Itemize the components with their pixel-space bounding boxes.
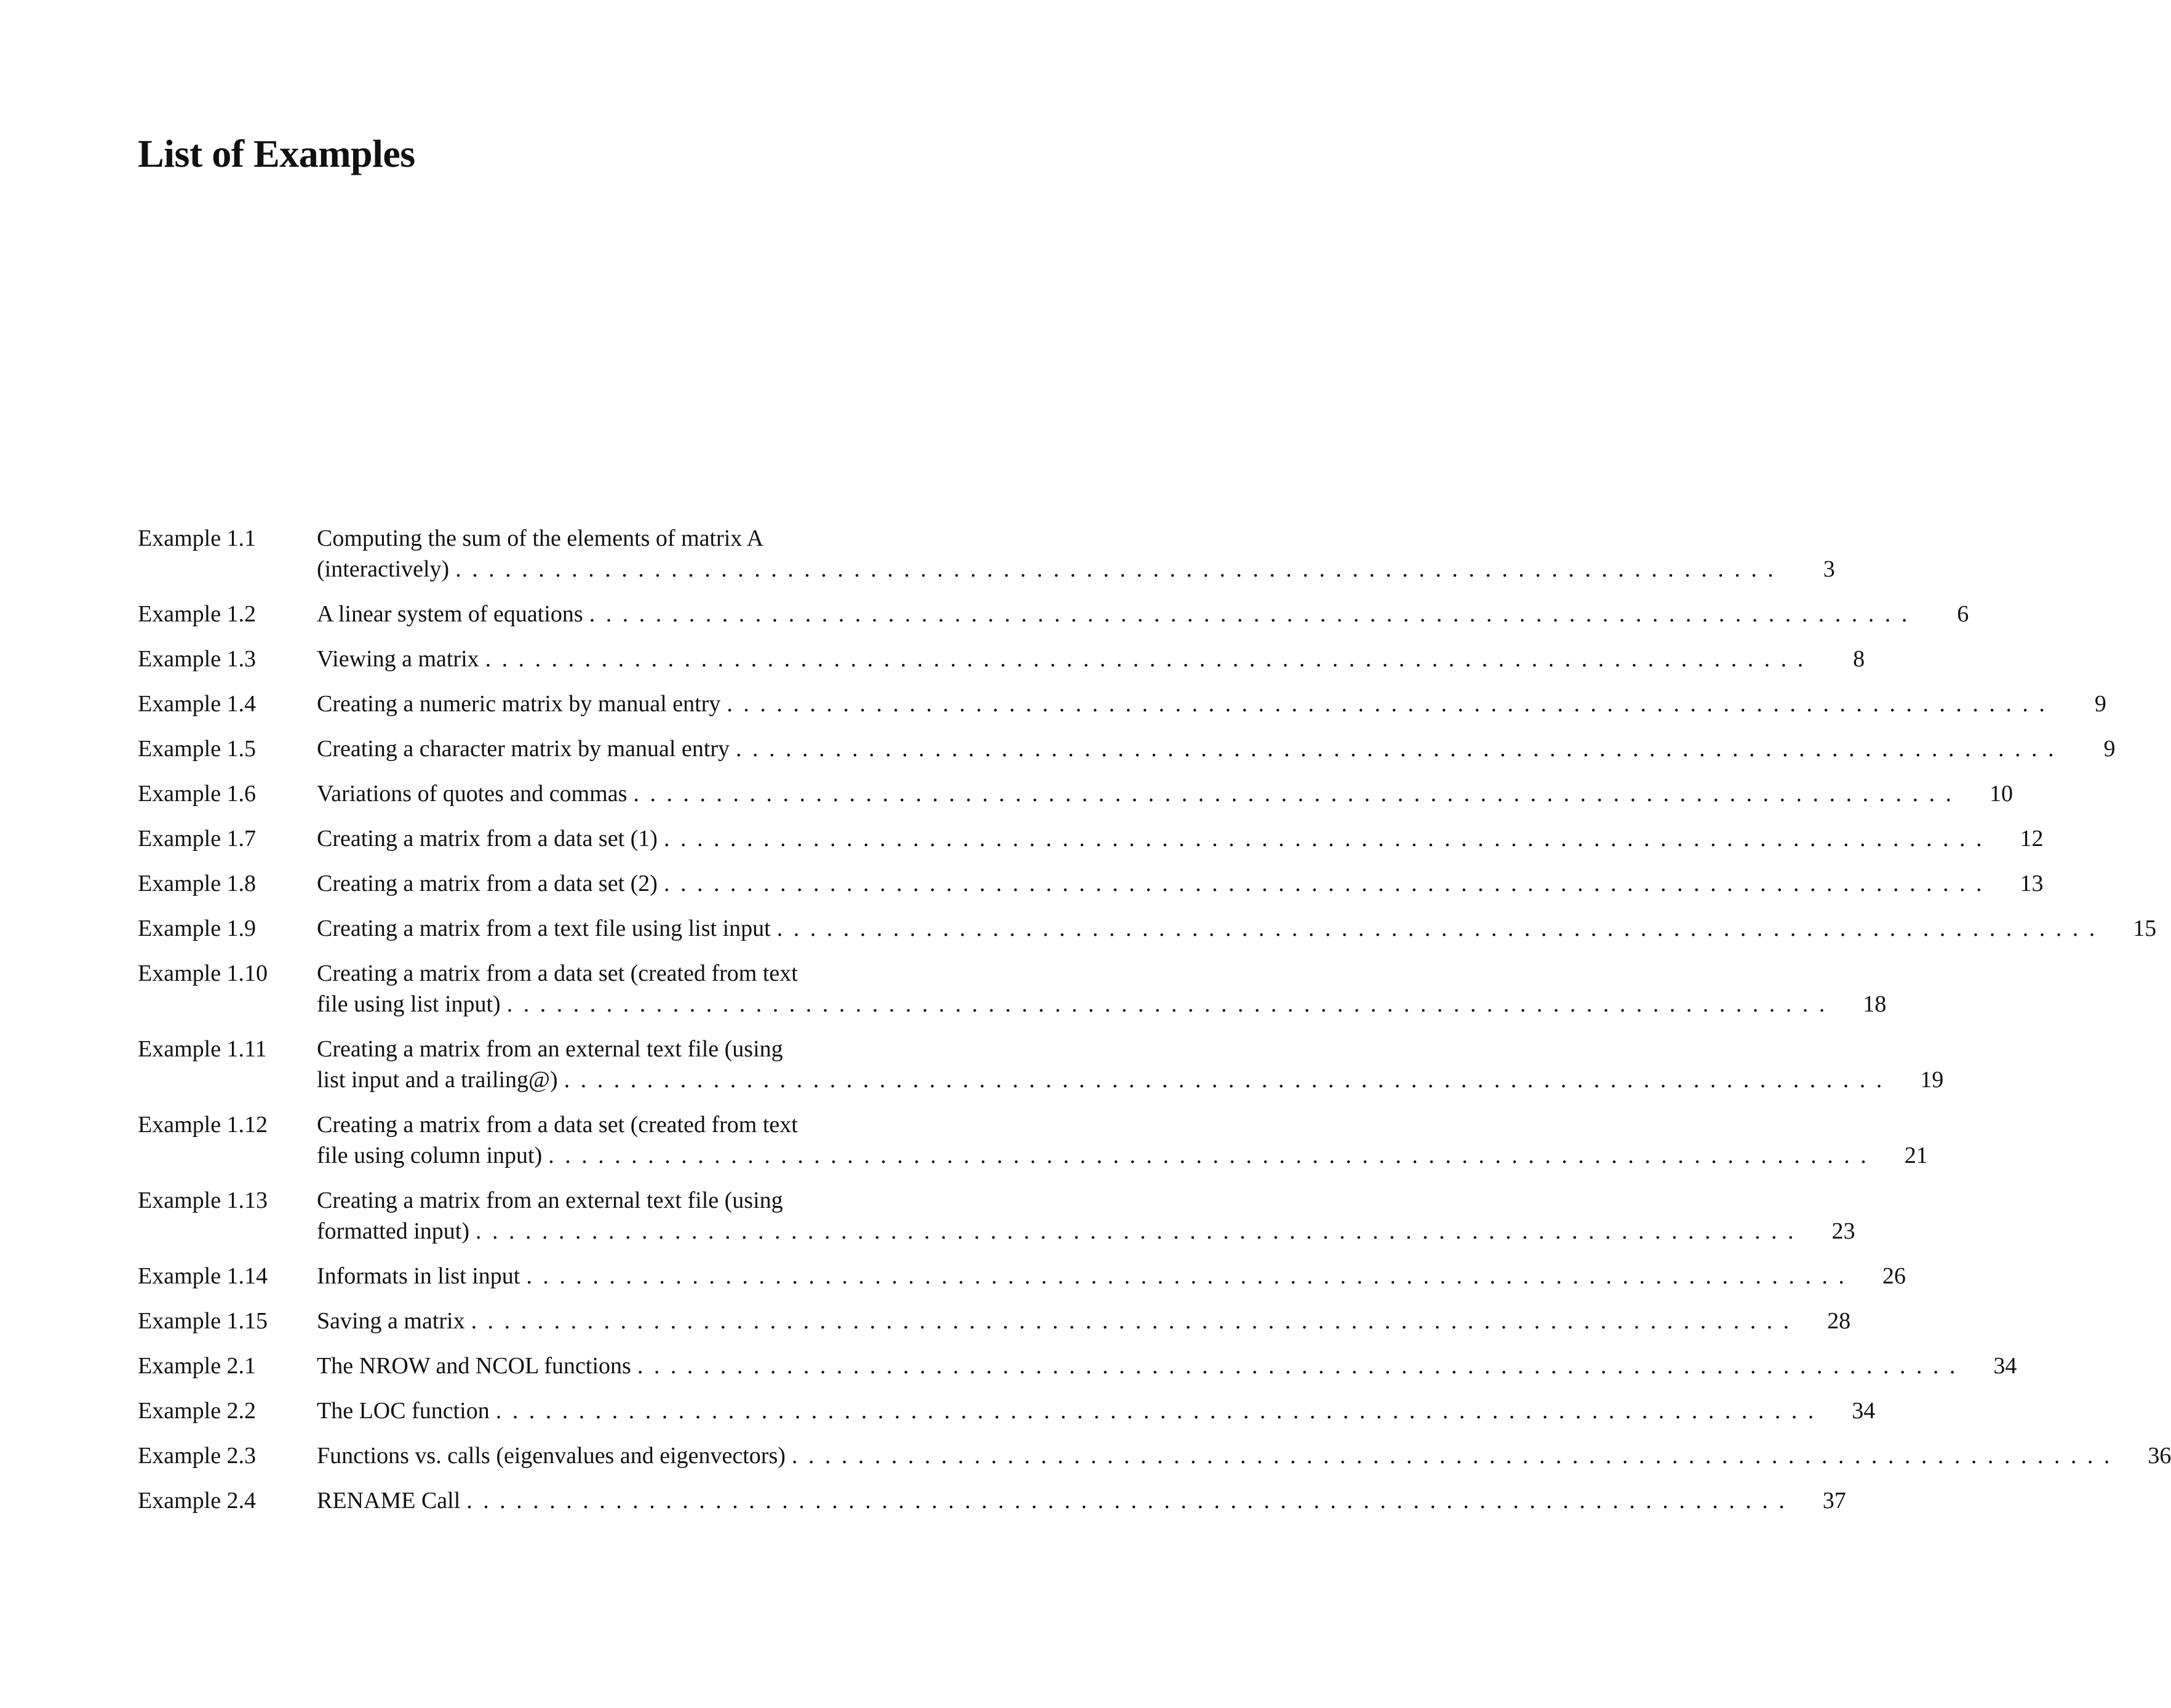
example-title-text: file using list input) bbox=[317, 991, 501, 1017]
page-number: 21 bbox=[1904, 1143, 1928, 1168]
example-title bbox=[317, 1395, 1875, 1426]
example-title-text: Creating a matrix from a text file using list input bbox=[317, 916, 771, 941]
example-label: Example 1.8 bbox=[138, 871, 257, 896]
example-label: Example 1.7 bbox=[138, 826, 257, 852]
example-label: Example 1.14 bbox=[138, 1263, 268, 1289]
page-number: 12 bbox=[2020, 826, 2044, 852]
example-title-final-line bbox=[317, 1064, 1943, 1095]
dot-leader bbox=[466, 1485, 1785, 1516]
page-number: 9 bbox=[2103, 736, 2116, 762]
example-title-text: (interactively) bbox=[317, 556, 450, 582]
dot-leader bbox=[736, 733, 2054, 764]
example-title-text: Creating a matrix from a data set (2) bbox=[317, 871, 658, 896]
example-title-text: formatted input) bbox=[317, 1218, 469, 1244]
example-title-final-line bbox=[317, 913, 2156, 944]
example-title bbox=[317, 1185, 1855, 1247]
example-label: Example 1.10 bbox=[138, 960, 268, 986]
dot-leader bbox=[455, 554, 1774, 585]
example-entry[interactable] bbox=[138, 823, 2044, 854]
example-title-line: Creating a matrix from an external text file (using bbox=[317, 1187, 783, 1213]
dot-leader bbox=[526, 1261, 1844, 1291]
example-label: Example 1.12 bbox=[138, 1112, 268, 1138]
dot-leader bbox=[496, 1395, 1814, 1426]
page-number: 3 bbox=[1823, 556, 1835, 582]
example-title bbox=[317, 1306, 1850, 1336]
example-entry[interactable] bbox=[138, 868, 2044, 899]
page-number: 19 bbox=[1920, 1067, 1944, 1093]
example-label: Example 1.11 bbox=[138, 1036, 267, 1062]
dot-leader bbox=[485, 644, 1804, 674]
example-title-text: file using column input) bbox=[317, 1143, 543, 1168]
example-label: Example 1.5 bbox=[138, 736, 257, 762]
dot-leader bbox=[633, 778, 1951, 809]
dot-leader bbox=[664, 823, 1982, 854]
example-entry[interactable] bbox=[138, 1185, 1855, 1247]
dot-leader bbox=[564, 1064, 1882, 1095]
example-label: Example 1.15 bbox=[138, 1308, 268, 1334]
example-title bbox=[317, 868, 2043, 899]
example-title-text: Saving a matrix bbox=[317, 1308, 465, 1334]
example-label: Example 1.1 bbox=[138, 525, 257, 551]
example-title-text: Functions vs. calls (eigenvalues and eigenvectors) bbox=[317, 1443, 786, 1469]
example-title-final-line bbox=[317, 599, 1969, 629]
page-number: 34 bbox=[1852, 1398, 1876, 1424]
example-label: Example 2.2 bbox=[138, 1398, 257, 1424]
page-title: List of Examples bbox=[138, 132, 415, 175]
example-title-final-line bbox=[317, 554, 1835, 585]
example-title-final-line bbox=[317, 1395, 1875, 1426]
example-title-text: Informats in list input bbox=[317, 1263, 520, 1289]
example-title bbox=[317, 913, 2156, 944]
example-title bbox=[317, 1261, 1906, 1291]
page-number: 28 bbox=[1827, 1308, 1851, 1334]
example-label: Example 1.13 bbox=[138, 1187, 268, 1213]
dot-leader bbox=[507, 989, 1825, 1020]
example-title bbox=[317, 523, 1835, 585]
example-entry[interactable] bbox=[138, 1034, 1944, 1095]
example-title-line: Computing the sum of the elements of matrix A bbox=[317, 525, 764, 551]
example-entry[interactable] bbox=[138, 523, 1835, 585]
example-title-final-line bbox=[317, 1216, 1855, 1247]
dot-leader bbox=[589, 599, 1908, 629]
example-label: Example 2.1 bbox=[138, 1353, 257, 1379]
example-entry[interactable] bbox=[138, 688, 2106, 719]
example-entry[interactable] bbox=[138, 1109, 1928, 1171]
example-title bbox=[317, 1109, 1928, 1171]
example-entry[interactable] bbox=[138, 958, 1887, 1020]
dot-leader bbox=[792, 1440, 2110, 1471]
dot-leader bbox=[637, 1351, 1956, 1381]
example-title-final-line bbox=[317, 733, 2116, 764]
example-title-final-line bbox=[317, 1306, 1850, 1336]
example-entry[interactable] bbox=[138, 644, 1865, 674]
dot-leader bbox=[664, 868, 1982, 899]
example-entry[interactable] bbox=[138, 1351, 2017, 1381]
page-number: 23 bbox=[1831, 1218, 1855, 1244]
example-title-text: Variations of quotes and commas bbox=[317, 781, 627, 807]
example-label: Example 1.3 bbox=[138, 646, 257, 672]
example-entry[interactable] bbox=[138, 1306, 1851, 1336]
example-title-final-line bbox=[317, 1440, 2171, 1471]
example-title bbox=[317, 1034, 1943, 1095]
example-title bbox=[317, 733, 2116, 764]
example-title-final-line bbox=[317, 1261, 1906, 1291]
dot-leader bbox=[777, 913, 2095, 944]
example-title bbox=[317, 1440, 2171, 1471]
example-entry[interactable] bbox=[138, 733, 2116, 764]
dot-leader bbox=[476, 1216, 1794, 1247]
dot-leader bbox=[471, 1306, 1790, 1336]
example-title bbox=[317, 958, 1886, 1020]
page-number: 36 bbox=[2148, 1443, 2171, 1469]
example-title bbox=[317, 823, 2043, 854]
example-title bbox=[317, 688, 2106, 719]
example-title-text: Viewing a matrix bbox=[317, 646, 479, 672]
page-number: 10 bbox=[1989, 781, 2013, 807]
example-title bbox=[317, 599, 1969, 629]
example-title-text: list input and a trailing@) bbox=[317, 1067, 558, 1093]
page-number: 15 bbox=[2133, 916, 2157, 941]
example-title-final-line bbox=[317, 989, 1886, 1020]
example-title bbox=[317, 1485, 1846, 1516]
example-title-line: Creating a matrix from a data set (created from text bbox=[317, 1112, 798, 1138]
examples-list bbox=[138, 523, 2171, 1530]
page-number: 9 bbox=[2094, 691, 2106, 717]
page-number: 8 bbox=[1853, 646, 1865, 672]
example-title-final-line bbox=[317, 1351, 2017, 1381]
page-number: 37 bbox=[1822, 1488, 1846, 1514]
example-entry[interactable] bbox=[138, 1485, 1846, 1516]
example-title-final-line bbox=[317, 688, 2106, 719]
example-title bbox=[317, 644, 1865, 674]
page-number: 6 bbox=[1957, 601, 1969, 627]
example-entry[interactable] bbox=[138, 913, 2157, 944]
example-title-final-line bbox=[317, 1140, 1928, 1171]
example-label: Example 2.4 bbox=[138, 1488, 257, 1514]
example-label: Example 1.6 bbox=[138, 781, 257, 807]
dot-leader bbox=[727, 688, 2045, 719]
page-number: 13 bbox=[2020, 871, 2044, 896]
example-title-text: Creating a matrix from a data set (1) bbox=[317, 826, 658, 852]
dot-leader bbox=[548, 1140, 1866, 1171]
example-title-line: Creating a matrix from an external text file (using bbox=[317, 1036, 783, 1062]
example-entry[interactable] bbox=[138, 1440, 2171, 1471]
example-title-final-line bbox=[317, 644, 1865, 674]
example-title-text: RENAME Call bbox=[317, 1488, 461, 1514]
example-title bbox=[317, 1351, 2017, 1381]
page-number: 26 bbox=[1882, 1263, 1906, 1289]
example-title-text: Creating a character matrix by manual entry bbox=[317, 736, 730, 762]
example-label: Example 1.4 bbox=[138, 691, 257, 717]
example-title-final-line bbox=[317, 778, 2013, 809]
example-title bbox=[317, 778, 2013, 809]
example-entry[interactable] bbox=[138, 1395, 1876, 1426]
example-label: Example 2.3 bbox=[138, 1443, 257, 1469]
example-title-text: The LOC function bbox=[317, 1398, 490, 1424]
example-title-final-line bbox=[317, 1485, 1846, 1516]
example-label: Example 1.9 bbox=[138, 916, 257, 941]
example-entry[interactable] bbox=[138, 778, 2013, 809]
example-title-line: Creating a matrix from a data set (created from text bbox=[317, 960, 798, 986]
page-number: 34 bbox=[1993, 1353, 2017, 1379]
example-label: Example 1.2 bbox=[138, 601, 257, 627]
example-entry[interactable] bbox=[138, 1261, 1906, 1291]
example-title-text: Creating a numeric matrix by manual entry bbox=[317, 691, 721, 717]
example-title-text: The NROW and NCOL functions bbox=[317, 1353, 631, 1379]
page-number: 18 bbox=[1863, 991, 1887, 1017]
example-title-final-line bbox=[317, 868, 2043, 899]
example-title-text: A linear system of equations bbox=[317, 601, 583, 627]
example-entry[interactable] bbox=[138, 599, 1969, 629]
example-title-final-line bbox=[317, 823, 2043, 854]
